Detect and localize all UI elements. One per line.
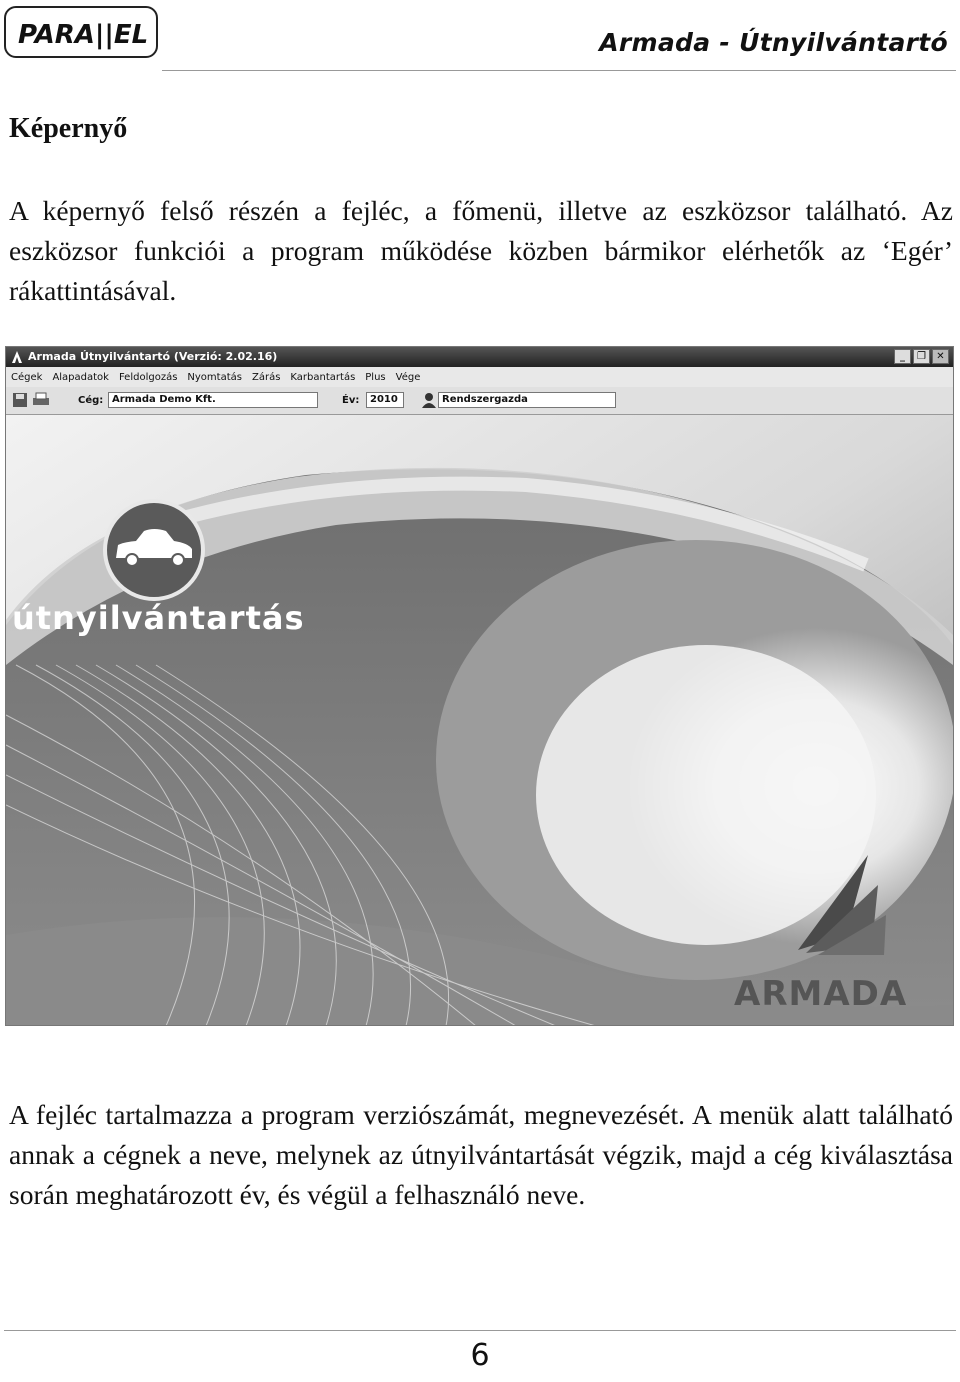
armada-app-icon — [10, 350, 24, 364]
logo-text: PARA||EL — [18, 20, 149, 50]
window-title: Armada Útnyilvántartó (Verzió: 2.02.16) — [28, 350, 278, 363]
menu-item-nyomtatas[interactable]: Nyomtatás — [187, 372, 242, 383]
armada-brand-name: ARMADA — [734, 974, 908, 1014]
parallel-logo — [4, 6, 158, 58]
page-number: 6 — [470, 1338, 490, 1373]
user-icon — [420, 392, 438, 408]
footer-divider — [4, 1330, 956, 1331]
year-field[interactable]: 2010 — [366, 392, 404, 408]
intro-paragraph: A képernyő felső részén a fejléc, a főmenü, illetve az eszközsor található. Az eszközsor funkciói a program működése közben bármikor elérhetők az ‘Egér’ rákattintásával. — [9, 195, 953, 306]
window-controls — [894, 349, 949, 364]
menu-item-plus[interactable]: Plus — [365, 372, 386, 383]
menu-item-zaras[interactable]: Zárás — [251, 372, 281, 383]
menu-item-karbantartas[interactable]: Karbantartás — [290, 372, 356, 383]
window-titlebar[interactable] — [6, 347, 953, 367]
company-label: Cég: — [78, 395, 104, 406]
splash-wallpaper — [6, 415, 953, 1026]
description-paragraph: A fejléc tartalmazza a program verziószámát, megnevezését. A menük alatt található annak a cégnek a neve, melynek az útnyilvántartását végzik, majd a cég kiválasztása során meghatározott év, és végül a felhasználó neve. — [9, 1099, 953, 1210]
parallel-logo-graphic — [6, 8, 156, 56]
print-icon[interactable] — [32, 392, 50, 408]
menu-item-feldolgozas[interactable]: Feldolgozás — [118, 372, 178, 383]
toolbar — [6, 387, 953, 415]
minimize-icon[interactable]: _ — [894, 349, 911, 364]
menu-item-vege[interactable]: Vége — [395, 372, 421, 383]
app-screenshot — [5, 346, 954, 1026]
menu-item-alapadatok[interactable]: Alapadatok — [52, 372, 109, 383]
year-label: Év: — [342, 395, 360, 406]
splash-app-name: útnyilvántartás — [12, 599, 305, 637]
restore-icon[interactable]: ❐ — [913, 349, 930, 364]
menu-item-cegek[interactable]: Cégek — [11, 372, 43, 383]
user-field[interactable]: Rendszergazda — [438, 392, 616, 408]
company-field[interactable]: Armada Demo Kft. — [108, 392, 318, 408]
header-divider — [162, 70, 956, 71]
save-icon[interactable] — [12, 392, 28, 408]
document-title: Armada - Útnyilvántartó — [599, 28, 948, 57]
main-menu — [6, 367, 953, 387]
section-heading: Képernyő — [9, 113, 128, 144]
close-icon[interactable]: ✕ — [932, 349, 949, 364]
